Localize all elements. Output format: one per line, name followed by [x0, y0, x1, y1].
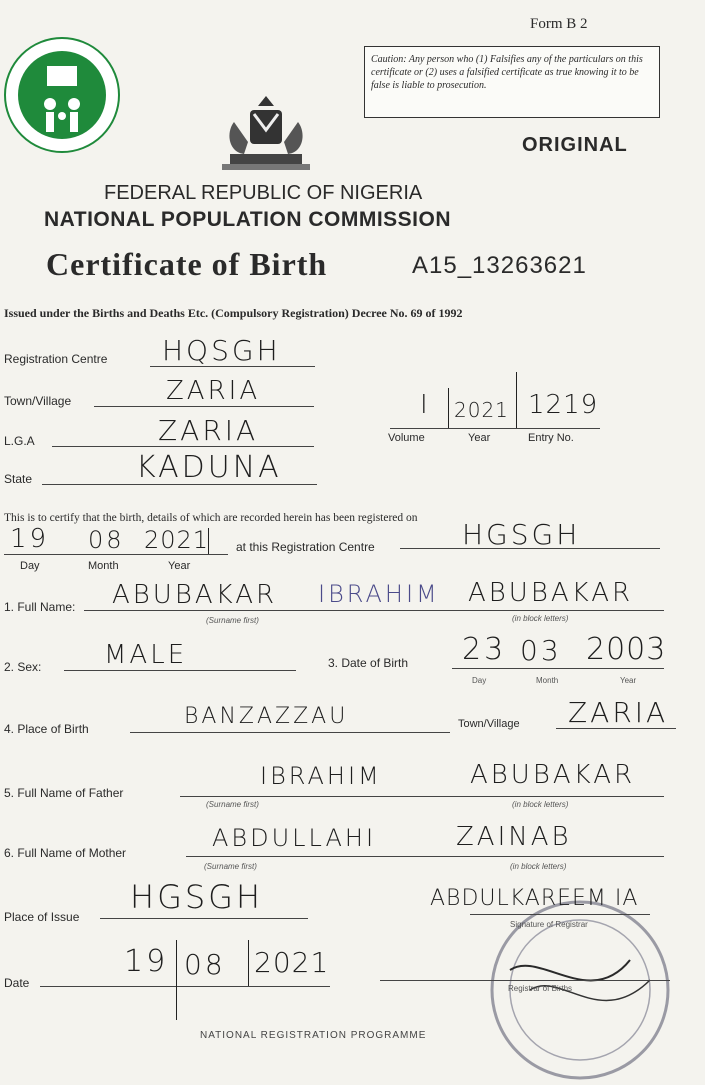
father-line	[180, 796, 664, 797]
full-name-label: 1. Full Name:	[4, 600, 76, 614]
mother-line	[186, 856, 664, 857]
stamp-text: Registrar of Births	[508, 984, 573, 993]
volume-value: I	[420, 390, 431, 420]
certify-centre-value: HGSGH	[462, 518, 581, 551]
issue-date-label: Date	[4, 976, 30, 990]
dob-month-label: Month	[536, 676, 559, 685]
block-hint: (in block letters)	[512, 614, 569, 623]
decree-text: Issued under the Births and Deaths Etc. (Compulsory Registration) Decree No. 69 of 1992	[4, 306, 463, 320]
form-number: Form B 2	[530, 16, 588, 32]
divider	[176, 940, 177, 1020]
mother-hint-block: (in block letters)	[510, 862, 567, 871]
divider	[248, 940, 249, 986]
npc-logo	[2, 36, 122, 154]
father-first-value: IBRAHIM	[260, 762, 382, 790]
registrar-name: ABDULKAREEM IA	[430, 886, 639, 911]
place-of-birth-line	[130, 732, 450, 733]
dob-year: 2003	[586, 632, 667, 667]
mother-label: 6. Full Name of Mother	[4, 846, 127, 860]
issue-date-year: 2021	[254, 946, 330, 979]
place-of-issue-label: Place of Issue	[4, 910, 80, 924]
lga-label: L.G.A	[4, 434, 35, 448]
caution-box: Caution: Any person who (1) Falsifies any of the particulars on this certificate or (2) uses a falsified certificate as true knowing it to be false is liable to prosecution.	[364, 46, 660, 118]
coat-of-arms-icon	[214, 92, 318, 172]
dob-label: 3. Date of Birth	[328, 656, 409, 670]
mother-last-value: ZAINAB	[456, 822, 572, 852]
issue-date-line	[40, 986, 330, 987]
serial-number: A15_13263621	[412, 252, 587, 279]
lga-value: ZARIA	[158, 414, 259, 447]
day-label: Day	[20, 560, 40, 572]
place-of-birth-label: 4. Place of Birth	[4, 722, 89, 736]
registration-year: 2021	[144, 526, 210, 554]
entry-value: 1219	[528, 390, 599, 420]
full-name-line	[84, 610, 664, 611]
dob-month: 03	[520, 634, 562, 667]
republic-heading: FEDERAL REPUBLIC OF NIGERIA	[104, 182, 423, 204]
issue-date-month: 08	[184, 948, 226, 981]
commission-heading: NATIONAL POPULATION COMMISSION	[44, 208, 451, 231]
surname-value: ABUBAKAR	[112, 580, 278, 610]
father-last-value: ABUBAKAR	[470, 760, 636, 790]
divider	[516, 372, 517, 428]
father-hint-block: (in block letters)	[512, 800, 569, 809]
other-name-value: ABUBAKAR	[468, 578, 634, 608]
footer-programme: NATIONAL REGISTRATION PROGRAMME	[200, 1030, 427, 1041]
registration-centre-label: Registration Centre	[4, 352, 108, 366]
place-of-issue-line	[100, 918, 308, 919]
registration-day: 19	[10, 524, 50, 554]
volume-label: Volume	[388, 432, 425, 444]
town-value: ZARIA	[166, 376, 261, 406]
father-label: 5. Full Name of Father	[4, 786, 124, 800]
place-of-birth-value: BANZAZZAU	[184, 704, 349, 729]
registration-month: 08	[88, 526, 125, 554]
place-of-issue-value: HGSGH	[130, 878, 264, 916]
father-hint-surname: (Surname first)	[206, 800, 259, 809]
pob-town-label: Town/Village	[458, 718, 520, 730]
certify-text: This is to certify that the birth, details of which are recorded herein has been registered on	[4, 512, 418, 524]
town-line	[94, 406, 314, 407]
original-label: ORIGINAL	[522, 134, 628, 156]
registration-centre-value: HQSGH	[162, 334, 281, 367]
town-label: Town/Village	[4, 394, 72, 408]
sex-value: MALE	[104, 640, 188, 670]
year-label: Year	[168, 560, 191, 572]
dob-day: 23	[462, 632, 507, 667]
middle-name-value: IBRAHIM	[318, 580, 440, 608]
entry-label: Entry No.	[528, 432, 574, 444]
state-value: KADUNA	[136, 450, 282, 485]
dob-line	[452, 668, 664, 669]
sex-line	[64, 670, 296, 671]
year-value: 2021	[454, 398, 509, 422]
volume-line	[390, 428, 600, 429]
issue-date-day: 19	[124, 944, 169, 979]
signature-label: Signature of Registrar	[510, 920, 588, 929]
stamp-line	[380, 980, 670, 981]
mother-hint-surname: (Surname first)	[204, 862, 257, 871]
surname-hint: (Surname first)	[206, 616, 259, 625]
sex-label: 2. Sex:	[4, 660, 42, 674]
registrar-line	[470, 914, 650, 915]
at-centre-label: at this Registration Centre	[236, 540, 375, 554]
divider	[448, 388, 449, 428]
pob-town-value: ZARIA	[568, 696, 669, 729]
month-label: Month	[88, 560, 119, 572]
registration-date-line	[4, 554, 228, 555]
dob-day-label: Day	[472, 676, 487, 685]
divider	[208, 528, 209, 554]
certificate-title: Certificate of Birth	[46, 246, 328, 282]
year-label: Year	[468, 432, 491, 444]
mother-first-value: ABDULLAHI	[212, 824, 377, 852]
state-label: State	[4, 472, 33, 486]
dob-year-label: Year	[620, 676, 637, 685]
